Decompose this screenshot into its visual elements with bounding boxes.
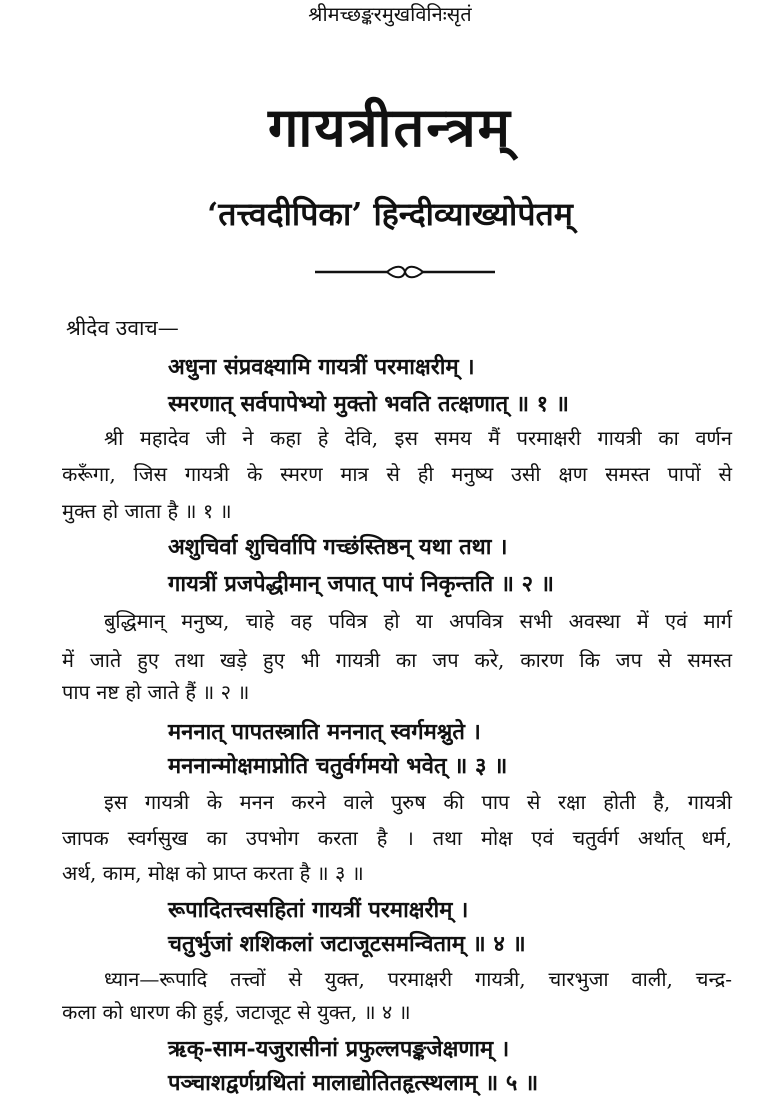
commentary-line: पाप नष्ट हो जाते हैं ॥ २ ॥ [62, 680, 250, 704]
verse-line: रूपादितत्त्वसहितां गायत्रीं परमाक्षरीम् । [168, 897, 469, 923]
commentary-line: श्री महादेव जी ने कहा हे देवि, इस समय मैं परमाक्षरी गायत्री का वर्णन [104, 426, 732, 450]
commentary-line: ध्यान—रूपादि तत्त्वों से युक्त, परमाक्षरी गायत्री, चारभुजा वाली, चन्द्र- [104, 967, 732, 991]
page-subtitle: ‘तत्त्वदीपिका’ हिन्दीव्याख्योपेतम् [207, 195, 573, 233]
commentary-line: कला को धारण की हुई, जटाजूट से युक्त, ॥ ४ ॥ [62, 1000, 411, 1024]
attribution-line: श्रीमच्छङ्करमुखविनिःसृतं [308, 2, 472, 26]
verse-line: स्मरणात् सर्वपापेभ्यो मुक्तो भवति तत्क्षणात् ॥ १ ॥ [168, 391, 569, 417]
verse-line: अशुचिर्वा शुचिर्वापि गच्छंस्तिष्ठन् यथा तथा । [168, 534, 508, 560]
commentary-line: मुक्त हो जाता है ॥ १ ॥ [62, 499, 232, 523]
verse-line: अधुना संप्रवक्ष्यामि गायत्रीं परमाक्षरीम् । [168, 354, 475, 380]
page-title: गायत्रीतन्त्रम् [268, 95, 512, 159]
verse-line: ऋक्-साम-यजुरासीनां प्रफुल्लपङ्कजेक्षणाम् । [168, 1036, 510, 1062]
commentary-line: में जाते हुए तथा खड़े हुए भी गायत्री का जप करे, कारण कि जप से समस्त [62, 648, 732, 672]
commentary-line: अर्थ, काम, मोक्ष को प्राप्त करता है ॥ ३ ॥ [62, 861, 364, 885]
verse-line: मननात् पापतस्त्राति मननात् स्वर्गमश्नुते । [168, 719, 481, 745]
verse-line: पञ्चाशद्वर्णग्रथितां मालाद्योतितहृत्स्थलाम् ॥ ५ ॥ [168, 1070, 539, 1096]
verse-line: चतुर्भुजां शशिकलां जटाजूटसमन्विताम् ॥ ४ ॥ [168, 931, 526, 957]
commentary-line: बुद्धिमान् मनुष्य, चाहे वह पवित्र हो या अपवित्र सभी अवस्था में एवं मार्ग [104, 609, 732, 633]
commentary-line: करूँगा, जिस गायत्री के स्मरण मात्र से ही मनुष्य उसी क्षण समस्त पापों से [62, 462, 732, 486]
verse-line: मननान्मोक्षमाप्नोति चतुर्वर्गमयो भवेत् ॥ ३ ॥ [168, 753, 508, 779]
speaker-label: श्रीदेव उवाच— [66, 316, 179, 340]
verse-line: गायत्रीं प्रजपेद्धीमान् जपात् पापं निकृन्तति ॥ २ ॥ [168, 571, 554, 597]
ornament-divider [315, 262, 495, 282]
commentary-line: इस गायत्री के मनन करने वाले पुरुष की पाप से रक्षा होती है, गायत्री [104, 790, 732, 814]
commentary-line: जापक स्वर्गसुख का उपभोग करता है । तथा मोक्ष एवं चतुर्वर्ग अर्थात् धर्म, [62, 826, 732, 850]
